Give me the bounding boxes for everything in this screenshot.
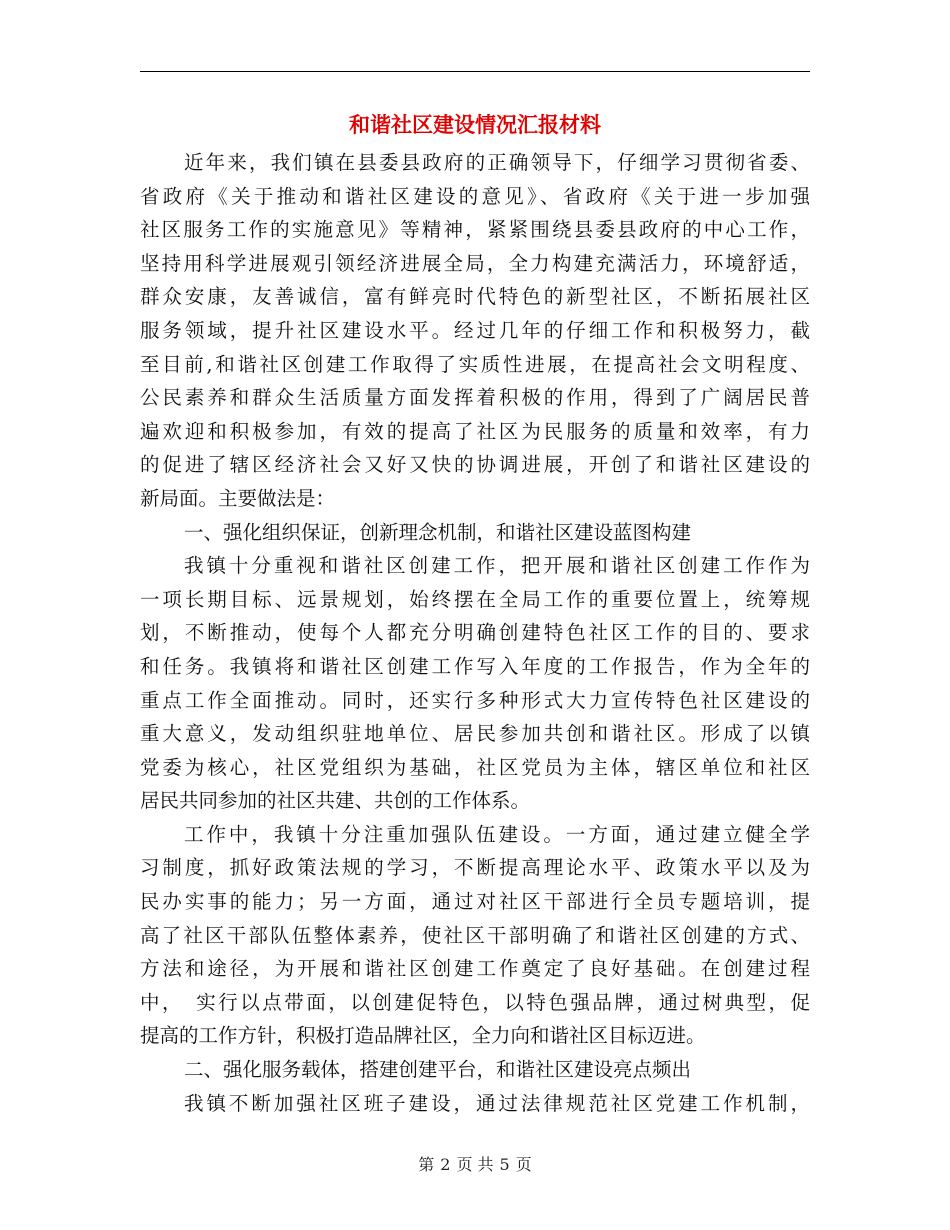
- document-title: 和谐社区建设情况汇报材料: [349, 112, 601, 137]
- text-line: 党委为核心，社区党组织为基础，社区党员为主体，辖区单位和社区: [140, 755, 810, 779]
- footer-total-pages: 5: [499, 1155, 510, 1174]
- footer-page-number: 2: [440, 1155, 451, 1174]
- text-line: 社区服务工作的实施意见》等精神，紧紧围绕县委县政府的中心工作，: [140, 218, 810, 242]
- text-line: 工作中，我镇十分注重加强队伍建设。一方面，通过建立健全学: [184, 822, 810, 846]
- text-line: 服务领域，提升社区建设水平。经过几年的仔细工作和积极努力，截: [140, 318, 810, 342]
- text-line: 至目前,和谐社区创建工作取得了实质性进展，在提高社会文明程度、: [140, 352, 810, 376]
- text-line: 划，不断推动，使每个人都充分明确创建特色社区工作的目的、要求: [140, 621, 810, 645]
- text-line: 遍欢迎和积极参加，有效的提高了社区为民服务的质量和效率，有力: [140, 419, 810, 443]
- text-line: 公民素养和群众生活质量方面发挥着积极的作用，得到了广阔居民普: [140, 386, 810, 410]
- document-body: [140, 146, 810, 1120]
- text-line: 我镇十分重视和谐社区创建工作，把开展和谐社区创建工作作为: [184, 554, 810, 578]
- text-line: 习制度，抓好政策法规的学习，不断提高理论水平、政策水平以及为: [140, 856, 810, 880]
- text-line: 新局面。主要做法是：: [140, 486, 336, 510]
- header-rule: [140, 71, 810, 72]
- text-line: 我镇不断加强社区班子建设，通过法律规范社区党建工作机制，: [184, 1091, 810, 1115]
- page-footer: [0, 1154, 950, 1176]
- text-line: 的促进了辖区经济社会又好又快的协调进展，开创了和谐社区建设的: [140, 453, 810, 477]
- text-line: 二、强化服务载体，搭建创建平台，和谐社区建设亮点频出: [184, 1058, 692, 1082]
- text-line: 重大意义，发动组织驻地单位、居民参加共创和谐社区。形成了以镇: [140, 722, 810, 746]
- text-line: 和任务。我镇将和谐社区创建工作写入年度的工作报告，作为全年的: [140, 654, 810, 678]
- text-line: 提高的工作方针，积极打造品牌社区，全力向和谐社区目标迈进。: [140, 1024, 706, 1048]
- text-line: 群众安康，友善诚信，富有鲜亮时代特色的新型社区，不断拓展社区: [140, 285, 810, 309]
- text-line: 高了社区干部队伍整体素养，使社区干部明确了和谐社区创建的方式、: [140, 923, 810, 947]
- text-line: 一、强化组织保证，创新理念机制，和谐社区建设蓝图构建: [184, 520, 692, 544]
- text-line: 民办实事的能力；另一方面，通过对社区干部进行全员专题培训，提: [140, 890, 810, 914]
- text-line: 坚持用科学进展观引领经济进展全局，全力构建充满活力，环境舒适，: [140, 251, 810, 275]
- text-line: 一项长期目标、远景规划，始终摆在全局工作的重要位置上，统筹规: [140, 587, 810, 611]
- text-line: 中， 实行以点带面，以创建促特色，以特色强品牌，通过树典型，促: [140, 990, 810, 1014]
- text-line: 近年来，我们镇在县委县政府的正确领导下，仔细学习贯彻省委、: [184, 151, 810, 174]
- text-line: 居民共同参加的社区共建、共创的工作体系。: [140, 789, 531, 813]
- footer-middle: 页 共: [456, 1155, 494, 1174]
- text-line: 方法和途径，为开展和谐社区创建工作奠定了良好基础。在创建过程: [140, 957, 810, 981]
- footer-prefix: 第: [418, 1155, 435, 1174]
- text-line: 重点工作全面推动。同时，还实行多种形式大力宣传特色社区建设的: [140, 688, 810, 712]
- text-line: 省政府《关于推动和谐社区建设的意见》、省政府《关于进一步加强: [140, 184, 810, 208]
- footer-suffix: 页: [515, 1155, 532, 1174]
